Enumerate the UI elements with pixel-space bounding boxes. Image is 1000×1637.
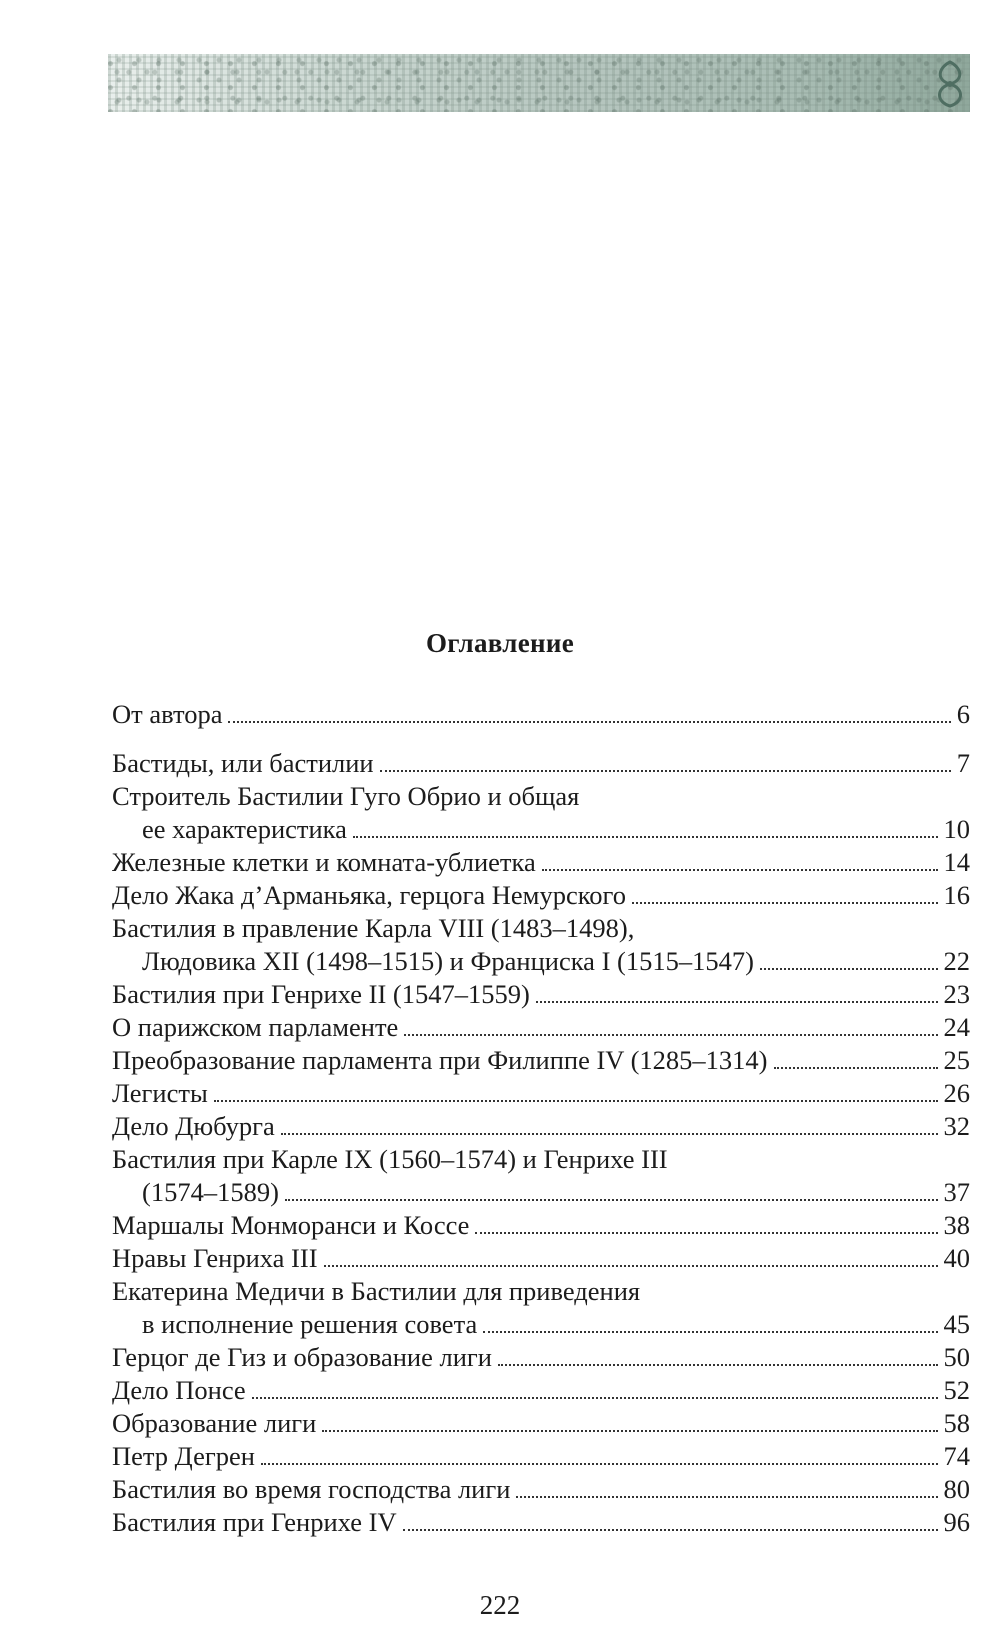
- toc-entry-title: Строитель Бастилии Гуго Обрио и общая: [112, 781, 580, 811]
- toc-page-number: 14: [943, 847, 970, 877]
- toc-entry-line: [112, 1374, 970, 1407]
- table-of-contents: [112, 698, 970, 1539]
- toc-page-number: 38: [943, 1210, 970, 1240]
- toc-entry-line: [112, 1407, 970, 1440]
- toc-page-number: 52: [943, 1375, 970, 1405]
- dot-leader: [632, 902, 938, 904]
- dot-leader: [228, 721, 950, 723]
- toc-entry: [112, 780, 970, 846]
- toc-entry: [112, 978, 970, 1011]
- toc-entry: [112, 879, 970, 912]
- toc-entry: [112, 1275, 970, 1341]
- toc-entry: [112, 1440, 970, 1473]
- toc-entry-line: [112, 1473, 970, 1506]
- toc-entry: [112, 1209, 970, 1242]
- dot-leader: [498, 1364, 938, 1366]
- toc-entry-line: [112, 945, 970, 978]
- toc-entry-line: [112, 1341, 970, 1374]
- toc-page-number: 74: [943, 1441, 970, 1471]
- toc-entry-title: Бастилия в правление Карла VIII (1483–1498),: [112, 913, 635, 943]
- dot-leader: [774, 1067, 938, 1069]
- toc-entry-line: [112, 1077, 970, 1110]
- toc-entry-line: [112, 1044, 970, 1077]
- toc-entry-title: Дело Жака д’Арманьяка, герцога Немурского: [112, 880, 626, 910]
- dot-leader: [252, 1397, 938, 1399]
- toc-entry-title: ее характеристика: [142, 814, 347, 844]
- toc-entry-line: [112, 846, 970, 879]
- toc-page-number: 7: [956, 748, 970, 778]
- dot-leader: [475, 1232, 937, 1234]
- dot-leader: [353, 836, 938, 838]
- page-number: 222: [479, 1590, 521, 1620]
- toc-entry-title: Железные клетки и комната-ублиетка: [112, 847, 536, 877]
- toc-entry-line: [112, 780, 970, 813]
- dot-leader: [324, 1265, 938, 1267]
- toc-entry: [112, 1242, 970, 1275]
- toc-entry: [112, 747, 970, 780]
- toc-entry-line: [112, 1209, 970, 1242]
- toc-entry-title: Бастилия при Карле IX (1560–1574) и Генрихе III: [112, 1144, 668, 1174]
- toc-entry-title: Легисты: [112, 1078, 208, 1108]
- ornament-icon: [928, 58, 972, 110]
- toc-page-number: 22: [943, 946, 970, 976]
- toc-entry-title: в исполнение решения совета: [142, 1309, 478, 1339]
- dot-leader: [261, 1463, 938, 1465]
- dot-leader: [516, 1496, 937, 1498]
- toc-entry: [112, 1143, 970, 1209]
- dot-leader: [404, 1034, 937, 1036]
- dot-leader: [285, 1199, 938, 1201]
- dot-leader: [380, 770, 951, 772]
- toc-entry-line: [112, 978, 970, 1011]
- toc-entry-line: [112, 1011, 970, 1044]
- toc-entry-title: Маршалы Монморанси и Коссе: [112, 1210, 470, 1240]
- toc-entry-line: [112, 1143, 970, 1176]
- toc-page-number: 80: [943, 1474, 970, 1504]
- toc-entry-title: Екатерина Медичи в Бастилии для приведения: [112, 1276, 641, 1306]
- toc-entry-title: Бастиды, или бастилии: [112, 748, 374, 778]
- dot-leader: [760, 968, 938, 970]
- toc-entry: [112, 698, 970, 731]
- toc-entry-title: О парижском парламенте: [112, 1012, 399, 1042]
- dot-leader: [403, 1529, 938, 1531]
- toc-entry-line: [112, 1308, 970, 1341]
- dot-leader: [281, 1133, 938, 1135]
- toc-entry: [112, 1407, 970, 1440]
- toc-entry: [112, 846, 970, 879]
- toc-entry: [112, 1044, 970, 1077]
- toc-entry-title: Герцог де Гиз и образование лиги: [112, 1342, 492, 1372]
- toc-entry-title: Преобразование парламента при Филиппе IV (1285–1314): [112, 1045, 768, 1075]
- toc-page-number: 45: [943, 1309, 970, 1339]
- toc-entry-line: [112, 912, 970, 945]
- toc-page-number: 10: [943, 814, 970, 844]
- toc-page-number: 16: [943, 880, 970, 910]
- toc-entry-line: [112, 1506, 970, 1539]
- dot-leader: [542, 869, 938, 871]
- toc-entry-title: Образование лиги: [112, 1408, 317, 1438]
- toc-entry: [112, 1011, 970, 1044]
- toc-entry: [112, 1374, 970, 1407]
- toc-page-number: 50: [943, 1342, 970, 1372]
- toc-page-number: 96: [943, 1507, 970, 1537]
- toc-page-number: 40: [943, 1243, 970, 1273]
- toc-entry: [112, 1341, 970, 1374]
- toc-entry-line: [112, 698, 970, 731]
- toc-page-number: 32: [943, 1111, 970, 1141]
- toc-entry: [112, 1473, 970, 1506]
- dot-leader: [536, 1001, 938, 1003]
- toc-page-number: 26: [943, 1078, 970, 1108]
- toc-page-number: 37: [943, 1177, 970, 1207]
- toc-entry-line: [112, 747, 970, 780]
- toc-entry-line: [112, 1275, 970, 1308]
- toc-entry-title: Дело Дюбурга: [112, 1111, 275, 1141]
- toc-entry-title: (1574–1589): [142, 1177, 279, 1207]
- toc-entry-line: [112, 813, 970, 846]
- dot-leader: [322, 1430, 937, 1432]
- dot-leader: [214, 1100, 938, 1102]
- toc-page-number: 23: [943, 979, 970, 1009]
- toc-entry-title: Дело Понсе: [112, 1375, 246, 1405]
- toc-entry-title: Нравы Генриха III: [112, 1243, 318, 1273]
- toc-page-number: 58: [943, 1408, 970, 1438]
- toc-entry-title: Петр Дегрен: [112, 1441, 255, 1471]
- toc-entry-title: Бастилия при Генрихе II (1547–1559): [112, 979, 530, 1009]
- toc-entry: [112, 912, 970, 978]
- toc-entry-line: [112, 1440, 970, 1473]
- toc-entry-title: От автора: [112, 699, 223, 729]
- toc-title: Оглавление: [426, 628, 574, 658]
- toc-page-number: 6: [956, 699, 970, 729]
- toc-page-number: 25: [943, 1045, 970, 1075]
- toc-entry-title: Людовика XII (1498–1515) и Франциска I (1515–1547): [142, 946, 754, 976]
- toc-entry-title: Бастилия при Генрихе IV: [112, 1507, 397, 1537]
- toc-entry: [112, 1506, 970, 1539]
- toc-entry-line: [112, 1242, 970, 1275]
- toc-entry: [112, 1077, 970, 1110]
- toc-page-number: 24: [943, 1012, 970, 1042]
- toc-entry: [112, 1110, 970, 1143]
- toc-entry-line: [112, 1176, 970, 1209]
- decorative-header-band: [108, 54, 970, 112]
- toc-entry-title: Бастилия во время господства лиги: [112, 1474, 511, 1504]
- toc-entry-line: [112, 879, 970, 912]
- toc-entry-line: [112, 1110, 970, 1143]
- dot-leader: [483, 1331, 937, 1333]
